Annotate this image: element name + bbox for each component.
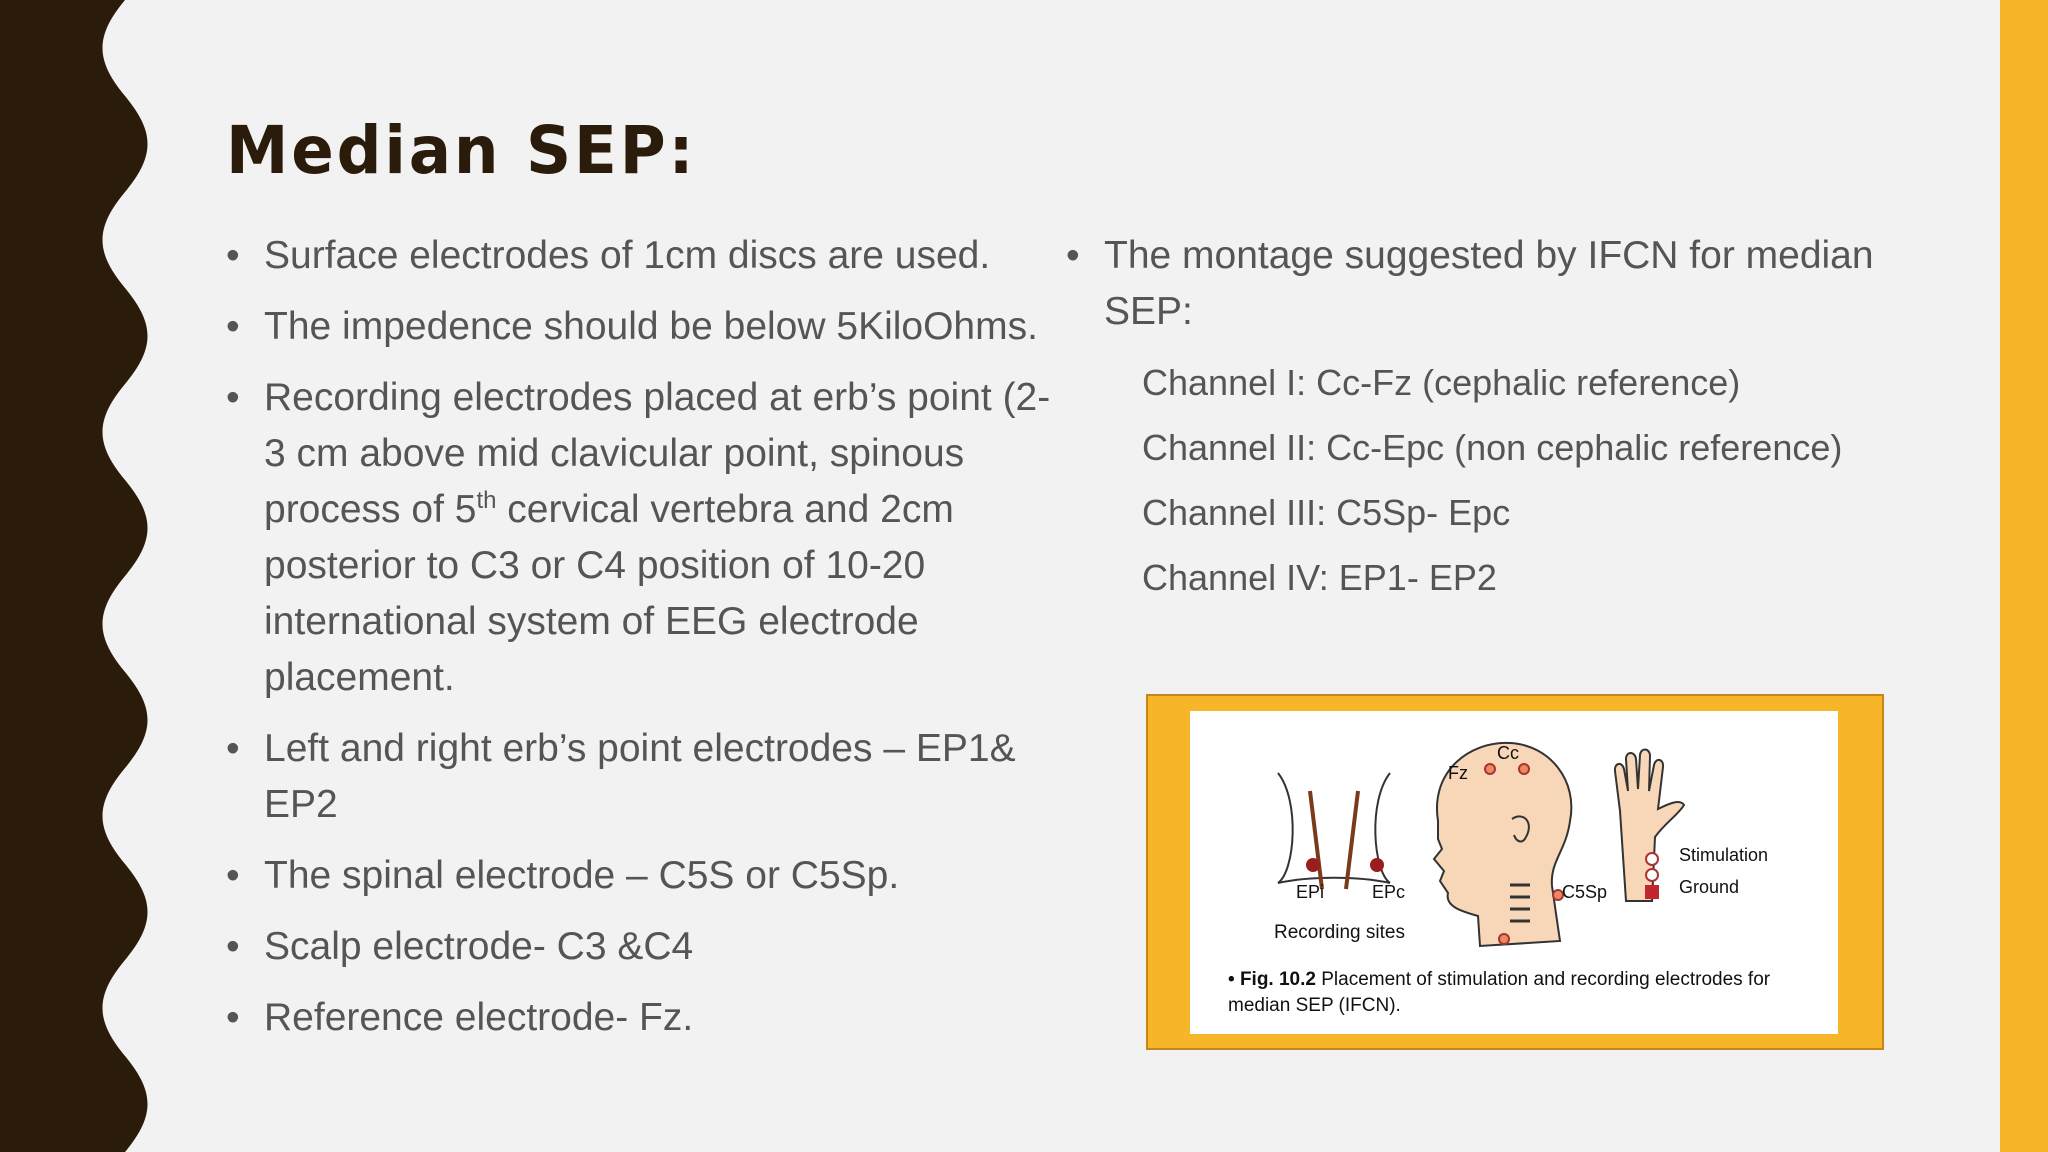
figure-frame: [1146, 694, 1884, 1050]
c5sp-label: C5Sp: [1562, 882, 1608, 902]
channel-1: Channel I: Cc-Fz (cephalic reference): [1142, 362, 1741, 403]
accent-sidebar: [2000, 0, 2048, 1152]
slide-title: Median SEP:: [226, 112, 697, 189]
stimulation-label: Stimulation: [1679, 845, 1769, 865]
recording-text-start: Recording electrodes placed at erb’s point (2-3 cm above mid clavicular point, spinous process of 5: [264, 376, 1051, 531]
decorative-wave-border: [0, 0, 160, 1152]
right-bullet-list: [1066, 228, 1906, 355]
cc-electrode-dot: [1519, 764, 1529, 774]
left-bullet-list: [226, 228, 1066, 1061]
bullet-surface-electrodes: • Surface electrodes of 1cm discs are used.: [226, 228, 1066, 284]
electrode-figure: [1190, 711, 1838, 1034]
fz-electrode-dot: [1485, 764, 1495, 774]
figure-caption: [1228, 967, 1828, 1019]
bullet-spinal-electrode: • The spinal electrode – C5S or C5Sp.: [226, 848, 1066, 904]
bullet-erbs-point: • Left and right erb’s point electrodes – EP1& EP2: [226, 721, 1066, 833]
epc-label: EPc: [1372, 882, 1406, 902]
cc-label: Cc: [1497, 743, 1519, 763]
epi-electrode-dot: [1306, 858, 1320, 872]
channel-4: Channel IV: EP1- EP2: [1142, 557, 1497, 598]
neck-electrode-dot: [1499, 934, 1509, 944]
epc-electrode-dot: [1370, 858, 1384, 872]
caption-bullet: •: [1228, 969, 1235, 990]
bullet-impedence: • The impedence should be below 5KiloOhms.: [226, 299, 1066, 355]
caption-text: Placement of stimulation and recording electrodes for median SEP (IFCN).: [1228, 969, 1771, 1016]
caption-figure-number: Fig. 10.2: [1239, 969, 1316, 990]
ground-label: Ground: [1679, 877, 1740, 897]
channel-3: Channel III: C5Sp- Epc: [1142, 492, 1511, 533]
fz-label: Fz: [1448, 763, 1468, 783]
clavicle-diagram: [1278, 773, 1390, 889]
stimulation-electrode-1: [1646, 853, 1658, 865]
channel-list: [1142, 358, 1842, 618]
ground-electrode: [1645, 885, 1659, 899]
bullet-reference-electrode: • Reference electrode- Fz.: [226, 990, 1066, 1046]
stimulation-electrode-2: [1646, 869, 1658, 881]
bullet-ifcn-montage: • The montage suggested by IFCN for median SEP:: [1066, 228, 1906, 340]
ordinal-superscript: th: [476, 487, 497, 514]
bullet-scalp-electrode: • Scalp electrode- C3 &C4: [226, 919, 1066, 975]
channel-2: Channel II: Cc-Epc (non cephalic reference): [1142, 427, 1843, 468]
recording-sites-label: Recording sites: [1274, 922, 1405, 943]
recording-text-end: cervical vertebra and 2cm posterior to C3 or C4 position of 10-20 international system of EEG electrode placement.: [264, 488, 954, 699]
epi-label: EPi: [1296, 882, 1325, 902]
bullet-recording-electrodes: [226, 370, 1066, 706]
